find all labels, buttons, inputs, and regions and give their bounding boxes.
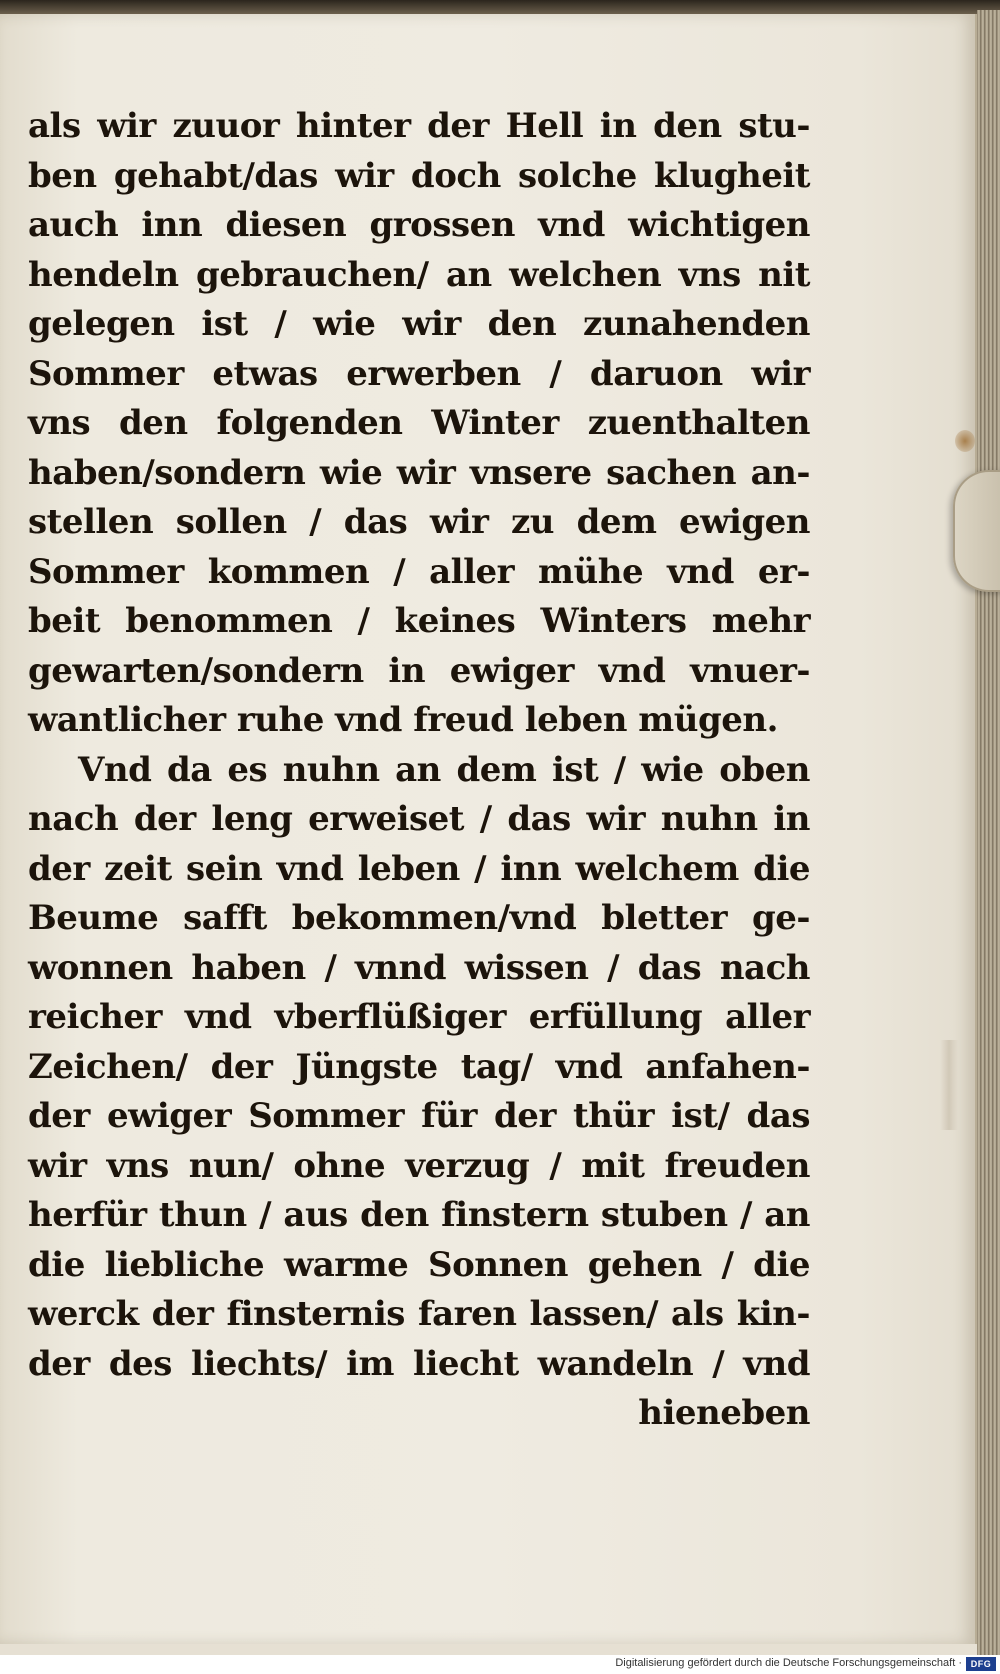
text-line: Sommer etwas erwerben / daruon wir [28, 353, 810, 394]
text-line: herfür thun / aus den finstern stuben / an [28, 1195, 810, 1235]
book-spine-top [0, 0, 1000, 14]
stain-mark [955, 430, 975, 452]
stain-mark [940, 1040, 958, 1130]
text-line: wantlicher ruhe vnd freud leben mügen. [28, 700, 778, 740]
paper-page [0, 14, 977, 1644]
text-line: vns den folgenden Winter zuenthalten [28, 403, 810, 443]
text-line: ben gehabt/das wir doch solche klugheit [28, 155, 810, 196]
text-line: reicher vnd vberflüßiger erfüllung aller [28, 997, 810, 1037]
text-line: wir vns nun/ ohne verzug / mit freuden [28, 1145, 810, 1186]
text-line: Sommer kommen / aller mühe vnd er- [28, 551, 810, 592]
text-line: Zeichen/ der Jüngste tag/ vnd anfahen- [28, 1046, 810, 1087]
text-line: auch inn diesen grossen vnd wichtigen [28, 205, 810, 245]
text-line: der des liechts/ im liecht wandeln / vnd [28, 1343, 810, 1384]
text-line: wonnen haben / vnnd wissen / das nach [28, 947, 810, 988]
text-line: hendeln gebrauchen/ an welchen vns nit [28, 254, 810, 295]
dfg-logo-icon: DFG [966, 1657, 996, 1671]
text-line: der zeit sein vnd leben / inn welchem die [28, 848, 810, 889]
text-line: Vnd da es nuhn an dem ist / wie oben [78, 749, 810, 790]
text-line: als wir zuuor hinter der Hell in den stu- [28, 106, 810, 146]
text-line: die liebliche warme Sonnen gehen / die [28, 1244, 810, 1285]
text-line: beit benommen / keines Winters mehr [28, 601, 810, 641]
text-line: gewarten/sondern in ewiger vnd vnuer- [28, 650, 810, 691]
text-block [28, 102, 810, 1439]
digitization-credit: Digitalisierung gefördert durch die Deutsche Forschungsgemeinschaft · [615, 1657, 962, 1669]
text-line: Beume safft bekommen/vnd bletter ge- [28, 898, 810, 938]
catchword: hieneben [638, 1393, 810, 1433]
page-edges [977, 10, 1000, 1655]
text-line: gelegen ist / wie wir den zunahenden [28, 304, 810, 344]
bookmark-tab [953, 470, 1000, 592]
text-line: stellen sollen / das wir zu dem ewigen [28, 502, 810, 542]
text-line: haben/sondern wie wir vnsere sachen an- [28, 452, 810, 493]
text-line: nach der leng erweiset / das wir nuhn in [28, 799, 810, 839]
text-line: werck der finsternis faren lassen/ als kin- [28, 1294, 810, 1334]
text-line: der ewiger Sommer für der thür ist/ das [28, 1096, 810, 1136]
